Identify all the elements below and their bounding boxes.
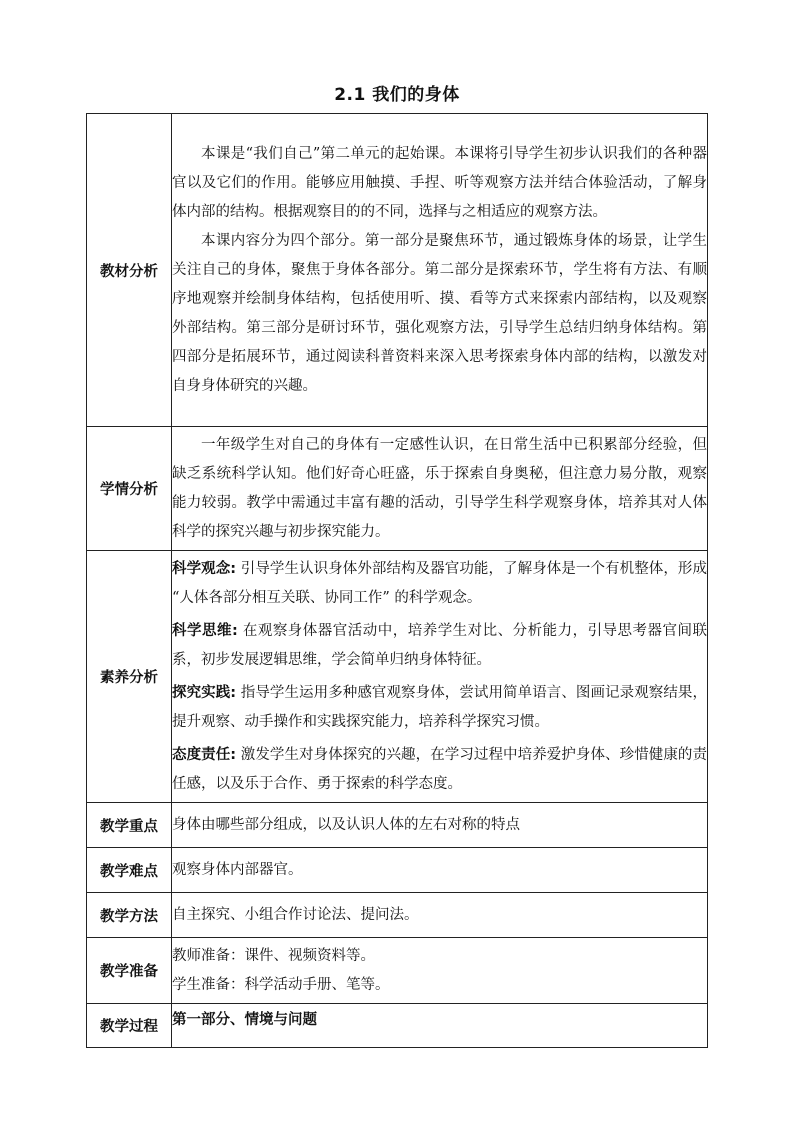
preparation-line-teacher: 教师准备：课件、视频资料等。 xyxy=(172,947,375,964)
preparation-content xyxy=(172,938,708,1004)
literacy-term: 探究实践: xyxy=(172,684,237,701)
row-label-difficulty: 教学难点 xyxy=(87,848,172,893)
textbook-analysis-content xyxy=(172,114,708,427)
difficulty-content: 观察身体内部器官。 xyxy=(172,848,708,893)
literacy-analysis-content xyxy=(172,551,708,803)
row-label-preparation: 教学准备 xyxy=(87,938,172,1004)
row-label-student-analysis: 学情分析 xyxy=(87,427,172,551)
row-label-method: 教学方法 xyxy=(87,893,172,938)
literacy-item-attitude xyxy=(172,741,707,799)
row-student-analysis xyxy=(87,427,708,551)
literacy-text: 引导学生认识身体外部结构及器官功能，了解身体是一个有机整体，形成 “人体各部分相互关联、协同工作” 的科学观念。 xyxy=(172,560,707,606)
process-heading: 第一部分、情境与问题 xyxy=(172,1012,317,1028)
row-preparation xyxy=(87,938,708,1004)
row-process xyxy=(87,1004,708,1048)
literacy-text: 在观察身体器官活动中，培养学生对比、分析能力，引导思考器官间联系，初步发展逻辑思维，学会简单归纳身体特征。 xyxy=(172,622,707,668)
literacy-item-practice xyxy=(172,679,707,737)
literacy-term: 科学观念: xyxy=(172,560,237,577)
row-literacy-analysis xyxy=(87,551,708,803)
literacy-text: 激发学生对身体探究的兴趣，在学习过程中培养爱护身体、珍惜健康的责任感，以及乐于合作、勇于探索的科学态度。 xyxy=(172,746,707,792)
student-analysis-content xyxy=(172,427,708,551)
row-textbook-analysis xyxy=(87,114,708,427)
row-method xyxy=(87,893,708,938)
page-title: 2.1 我们的身体 xyxy=(334,85,460,105)
preparation-line-student: 学生准备：科学活动手册、笔等。 xyxy=(172,976,390,993)
row-label-process: 教学过程 xyxy=(87,1004,172,1048)
textbook-paragraph: 本课内容分为四个部分。第一部分是聚焦环节，通过锻炼身体的场景，让学生关注自己的身体，聚焦于身体各部分。第二部分是探索环节，学生将有方法、有顺序地观察并绘制身体结构，包括使用听、摸、看等方式来探索内部结构，以及观察外部结构。第三部分是研讨环节，强化观察方法，引导学生总结归纳身体结构。第四部分是拓展环节，通过阅读科普资料来深入思考探索身体内部的结构，以激发对自身身体研究的兴趣。 xyxy=(172,232,707,394)
literacy-item-concept xyxy=(172,555,707,613)
row-label-literacy-analysis: 素养分析 xyxy=(87,551,172,803)
lesson-plan-table xyxy=(86,113,708,1048)
literacy-term: 态度责任: xyxy=(172,746,237,763)
process-content xyxy=(172,1004,708,1048)
row-key-point xyxy=(87,803,708,848)
row-label-key-point: 教学重点 xyxy=(87,803,172,848)
row-label-textbook-analysis: 教材分析 xyxy=(87,114,172,427)
literacy-item-thinking xyxy=(172,617,707,675)
literacy-term: 科学思维: xyxy=(172,622,238,639)
method-content: 自主探究、小组合作讨论法、提问法。 xyxy=(172,893,708,938)
row-difficulty xyxy=(87,848,708,893)
student-paragraph: 一年级学生对自己的身体有一定感性认识，在日常生活中已积累部分经验，但缺乏系统科学认知。他们好奇心旺盛，乐于探索自身奥秘，但注意力易分散，观察能力较弱。教学中需通过丰富有趣的活动，引导学生科学观察身体，培养其对人体科学的探究兴趣与初步探究能力。 xyxy=(172,436,707,540)
literacy-text: 指导学生运用多种感官观察身体，尝试用简单语言、图画记录观察结果，提升观察、动手操作和实践探究能力，培养科学探究习惯。 xyxy=(172,684,707,730)
textbook-paragraph: 本课是“我们自己”第二单元的起始课。本课将引导学生初步认识我们的各种器官以及它们的作用。能够应用触摸、手捏、听等观察方法并结合体验活动，了解身体内部的结构。根据观察目的的不同，选择与之相适应的观察方法。 xyxy=(172,145,707,220)
key-point-content: 身体由哪些部分组成，以及认识人体的左右对称的特点 xyxy=(172,803,708,848)
